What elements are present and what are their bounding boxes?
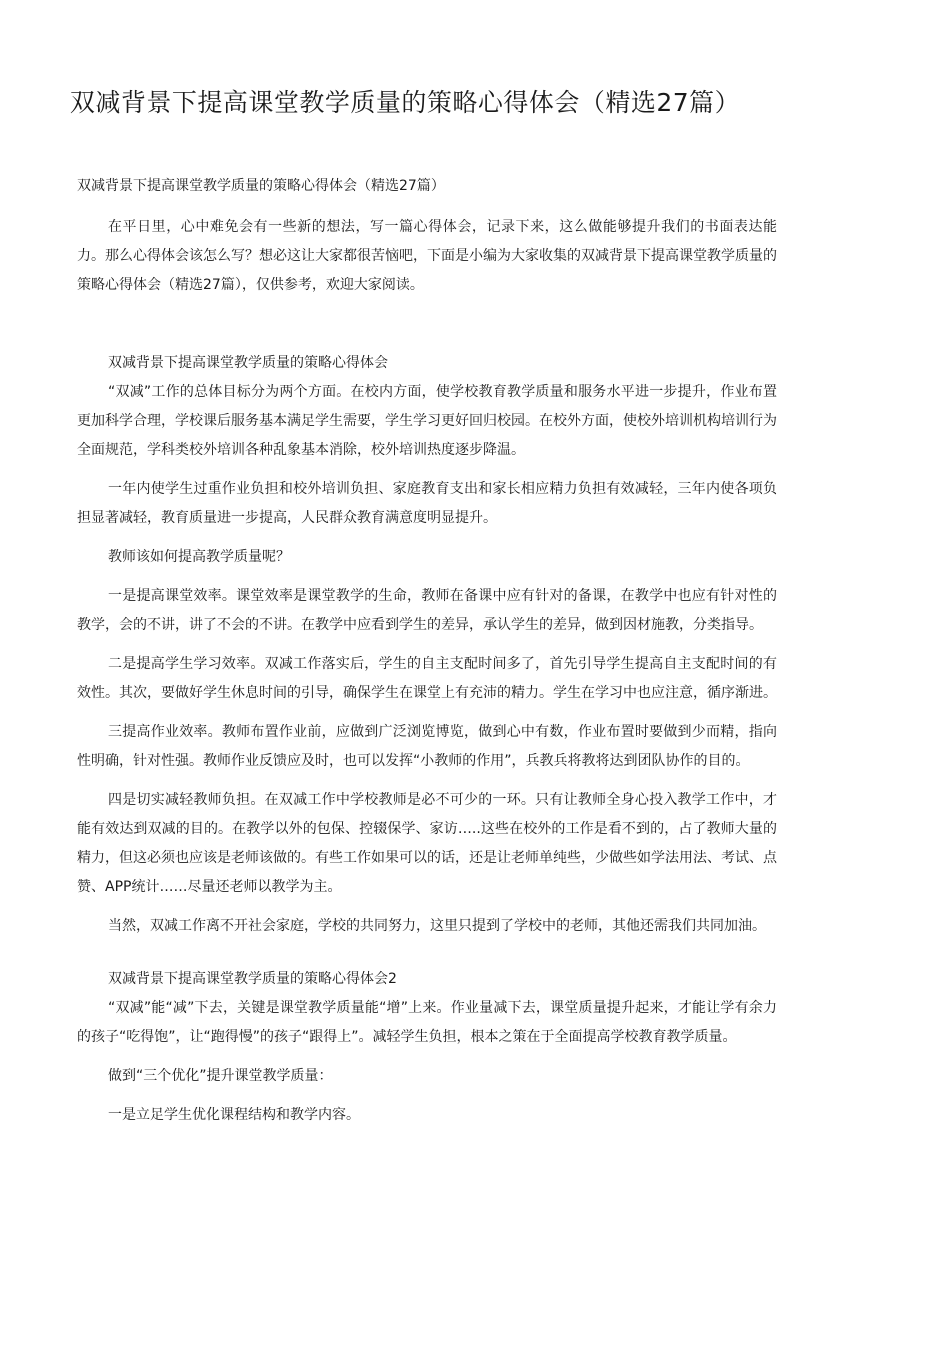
body-paragraph: 教师该如何提高教学质量呢？ xyxy=(108,549,290,565)
body-paragraph: 二是提高学生学习效率。双减工作落实后，学生的自主支配时间多了，首先引导学生提高自主支配时间的有效性。其次，要做好学生休息时间的引导，确保学生在课堂上有充沛的精力。学生在学习中也应注意，循序渐进。 xyxy=(77,656,777,701)
document-title: 双减背景下提高课堂教学质量的策略心得体会（精选27篇） xyxy=(69,88,741,117)
body-paragraph: 一年内使学生过重作业负担和校外培训负担、家庭教育支出和家长相应精力负担有效减轻，三年内使各项负担显著减轻，教育质量进一步提高，人民群众教育满意度明显提升。 xyxy=(77,481,777,526)
document-subtitle: 双减背景下提高课堂教学质量的策略心得体会（精选27篇） xyxy=(77,178,445,194)
section-heading: 双减背景下提高课堂教学质量的策略心得体会2 xyxy=(108,971,397,987)
body-paragraph: “双减”能“减”下去，关键是课堂教学质量能“增”上来。作业量减下去，课堂质量提升起来，才能让学有余力的孩子“吃得饱”，让“跑得慢”的孩子“跟得上”。减轻学生负担，根本之策在于全面提高学校教育教学质量。 xyxy=(77,1000,777,1045)
body-paragraph: 四是切实减轻教师负担。在双减工作中学校教师是必不可少的一环。只有让教师全身心投入教学工作中，才能有效达到双减的目的。在教学以外的包保、控辍保学、家访…..这些在校外的工作是看不到的，占了教师大量的精力，但这必须也应该是老师该做的。有些工作如果可以的话，还是让老师单纯些，少做些如学法用法、考试、点赞、APP统计……尽量还老师以教学为主。 xyxy=(77,792,777,895)
body-paragraph: “双减”工作的总体目标分为两个方面。在校内方面，使学校教育教学质量和服务水平进一步提升，作业布置更加科学合理，学校课后服务基本满足学生需要，学生学习更好回归校园。在校外方面，使校外培训机构培训行为全面规范，学科类校外培训各种乱象基本消除，校外培训热度逐步降温。 xyxy=(77,384,777,458)
body-paragraph: 当然，双减工作离不开社会家庭，学校的共同努力，这里只提到了学校中的老师，其他还需我们共同加油。 xyxy=(108,918,766,934)
body-paragraph: 一是立足学生优化课程结构和教学内容。 xyxy=(108,1107,360,1123)
body-paragraph: 一是提高课堂效率。课堂效率是课堂教学的生命，教师在备课中应有针对的备课，在教学中也应有针对性的教学，会的不讲，讲了不会的不讲。在教学中应看到学生的差异，承认学生的差异，做到因材施教，分类指导。 xyxy=(77,588,777,633)
intro-paragraph: 在平日里，心中难免会有一些新的想法，写一篇心得体会，记录下来，这么做能够提升我们的书面表达能力。那么心得体会该怎么写？想必这让大家都很苦恼吧，下面是小编为大家收集的双减背景下提高课堂教学质量的策略心得体会（精选27篇），仅供参考，欢迎大家阅读。 xyxy=(77,219,777,293)
body-paragraph: 三提高作业效率。教师布置作业前，应做到广泛浏览博览，做到心中有数，作业布置时要做到少而精，指向性明确，针对性强。教师作业反馈应及时，也可以发挥“小教师的作用”，兵教兵将教将达到团队协作的目的。 xyxy=(77,724,777,769)
body-paragraph: 做到“三个优化”提升课堂教学质量： xyxy=(108,1068,333,1084)
section-heading: 双减背景下提高课堂教学质量的策略心得体会 xyxy=(108,355,388,371)
document-body xyxy=(77,213,777,1140)
